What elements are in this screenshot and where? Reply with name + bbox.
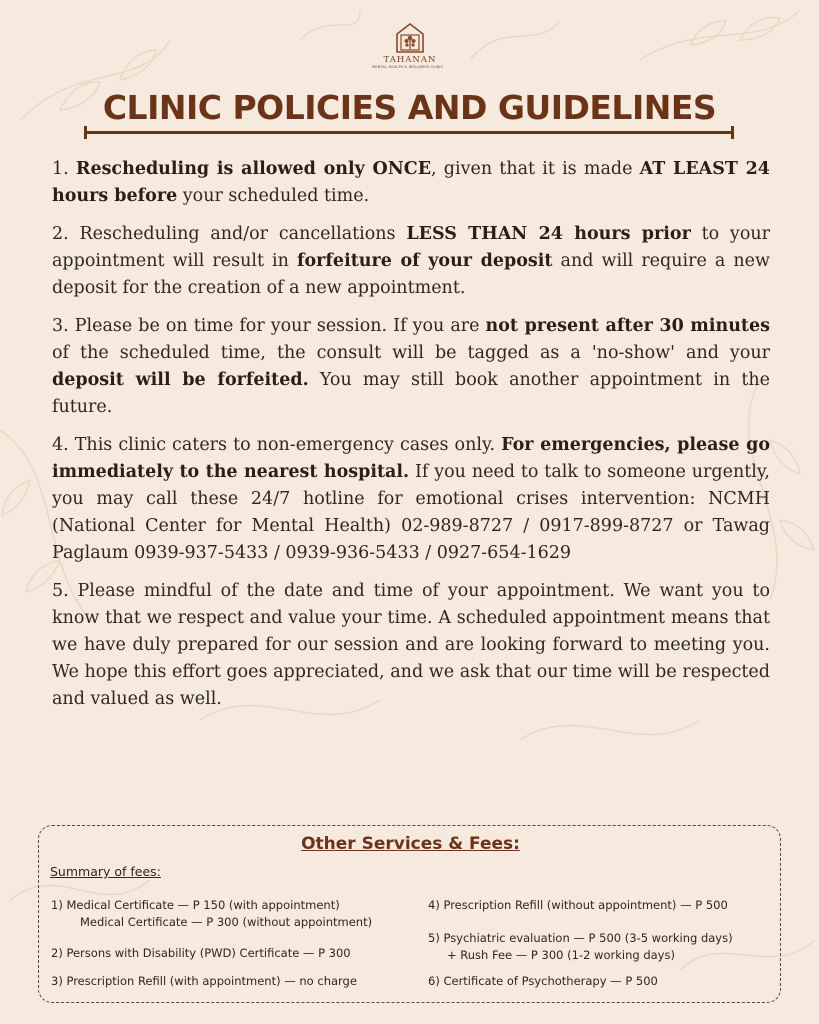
fee-item: 2) Persons with Disability (PWD) Certificate — P 300 xyxy=(51,946,351,960)
policy-item: 5. Please mindful of the date and time of your appointment. We want you to know that we respect and value your time. A scheduled appointment means that we have duly prepared for our session and are looking forward to meeting you. We hope this effort goes appreciated, and we ask that our time will be respected and valued as well. xyxy=(52,581,770,709)
clinic-logo xyxy=(372,22,444,69)
fee-item: 6) Certificate of Psychotherapy — P 500 xyxy=(428,974,658,988)
house-tree-icon xyxy=(395,22,425,54)
policy-item: 2. Rescheduling and/or cancellations LESS THAN 24 hours prior to your appointment will result in forfeiture of your deposit and will require a new deposit for the creation of a new appointment. xyxy=(52,224,770,298)
logo-name: TAHANAN xyxy=(383,55,437,65)
policy-item: 1. Rescheduling is allowed only ONCE, given that it is made AT LEAST 24 hours before your scheduled time. xyxy=(52,159,770,206)
fee-item: 1) Medical Certificate — P 150 (with appointment) Medical Certificate — P 300 (without appointment) xyxy=(51,898,373,929)
services-fees-box xyxy=(38,825,781,1003)
fee-item: 3) Prescription Refill (with appointment) — no charge xyxy=(51,974,357,988)
title-underline xyxy=(84,131,734,134)
page-title: CLINIC POLICIES AND GUIDELINES xyxy=(102,88,717,127)
fee-item: 4) Prescription Refill (without appointment) — P 500 xyxy=(428,898,728,912)
summary-label: Summary of fees: xyxy=(50,864,161,879)
services-title: Other Services & Fees: xyxy=(301,834,520,854)
policy-item: 3. Please be on time for your session. If you are not present after 30 minutes of the scheduled time, the consult will be tagged as a 'no-show' and your deposit will be forfeited. You may still book another appointment in the future. xyxy=(52,316,771,417)
policy-item: 4. This clinic caters to non-emergency cases only. For emergencies, please go immediately to the nearest hospital. If you need to talk to someone urgently, you may call these 24/7 hotline for emotional crises intervention: NCMH (National Center for Mental Health) 02-989-8727 / 0917-899-8727 or Tawag Paglaum 0939-937-5433 / 0939-936-5433 / 0927-654-1629 xyxy=(52,435,770,563)
policy-list xyxy=(52,156,770,724)
fee-item: 5) Psychiatric evaluation — P 500 (3-5 working days) + Rush Fee — P 300 (1-2 working days) xyxy=(428,931,733,962)
logo-tagline: MENTAL HEALTH & WELLNESS CLINIC xyxy=(372,65,444,69)
